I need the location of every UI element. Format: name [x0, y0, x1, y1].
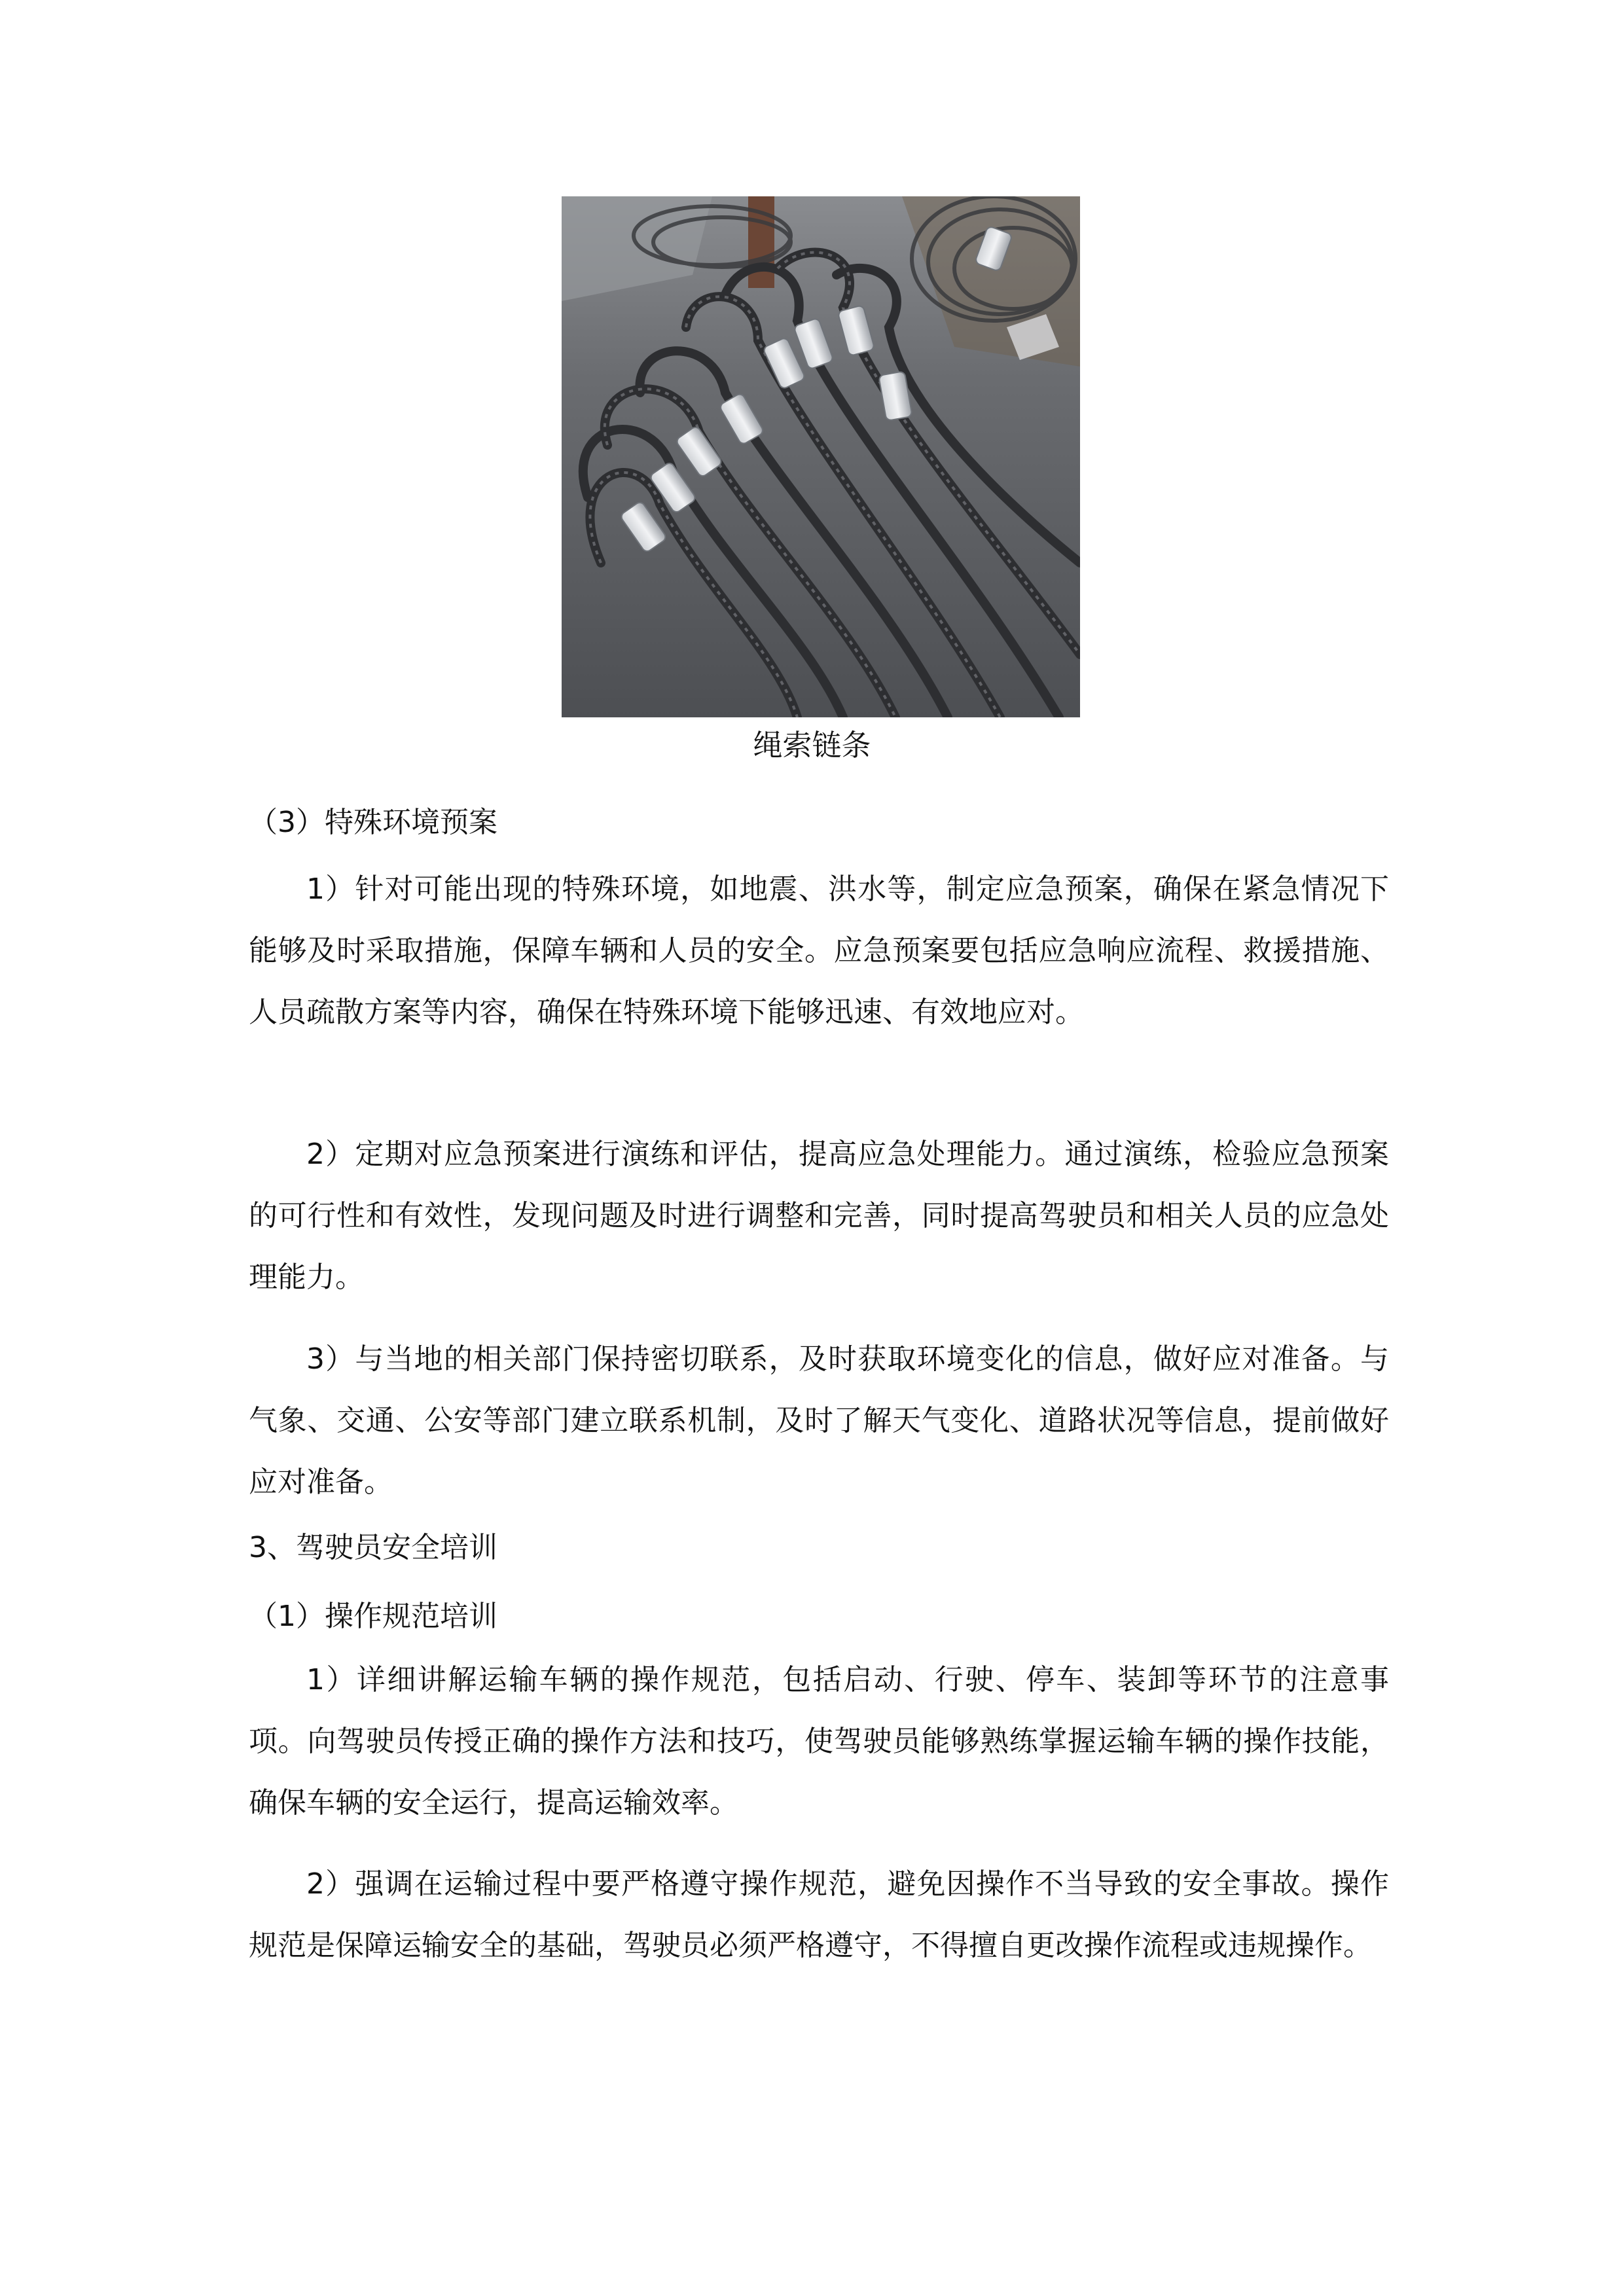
paragraph-operation-2: 2）强调在运输过程中要严格遵守操作规范，避免因操作不当导致的安全事故。操作规范是保障运输安全的基础，驾驶员必须严格遵守，不得擅自更改操作流程或违规操作。	[249, 1867, 1389, 1962]
section-heading-driver-training: 3、驾驶员安全培训	[249, 1531, 497, 1564]
wire-rope-illustration	[562, 196, 1080, 717]
paragraph-operation-1: 1）详细讲解运输车辆的操作规范，包括启动、行驶、停车、装卸等环节的注意事项。向驾驶员传授正确的操作方法和技巧，使驾驶员能够熟练掌握运输车辆的操作技能，确保车辆的安全运行，提高运输效率。	[249, 1663, 1389, 1820]
paragraph-special-env-2: 2）定期对应急预案进行演练和评估，提高应急处理能力。通过演练，检验应急预案的可行性和有效性，发现问题及时进行调整和完善，同时提高驾驶员和相关人员的应急处理能力。	[249, 1138, 1389, 1294]
paragraph-special-env-3: 3）与当地的相关部门保持密切联系，及时获取环境变化的信息，做好应对准备。与气象、交通、公安等部门建立联系机制，及时了解天气变化、道路状况等信息，提前做好应对准备。	[249, 1342, 1389, 1499]
wire-rope-photo	[562, 196, 1080, 717]
paragraph-special-env-1: 1）针对可能出现的特殊环境，如地震、洪水等，制定应急预案，确保在紧急情况下能够及时采取措施，保障车辆和人员的安全。应急预案要包括应急响应流程、救援措施、人员疏散方案等内容，确保在特殊环境下能够迅速、有效地应对。	[249, 872, 1389, 1029]
figure-caption: 绳索链条	[753, 728, 871, 762]
section-heading-operation-training: （1）操作规范培训	[249, 1600, 497, 1633]
section-heading-special-environment: （3）特殊环境预案	[249, 806, 497, 839]
